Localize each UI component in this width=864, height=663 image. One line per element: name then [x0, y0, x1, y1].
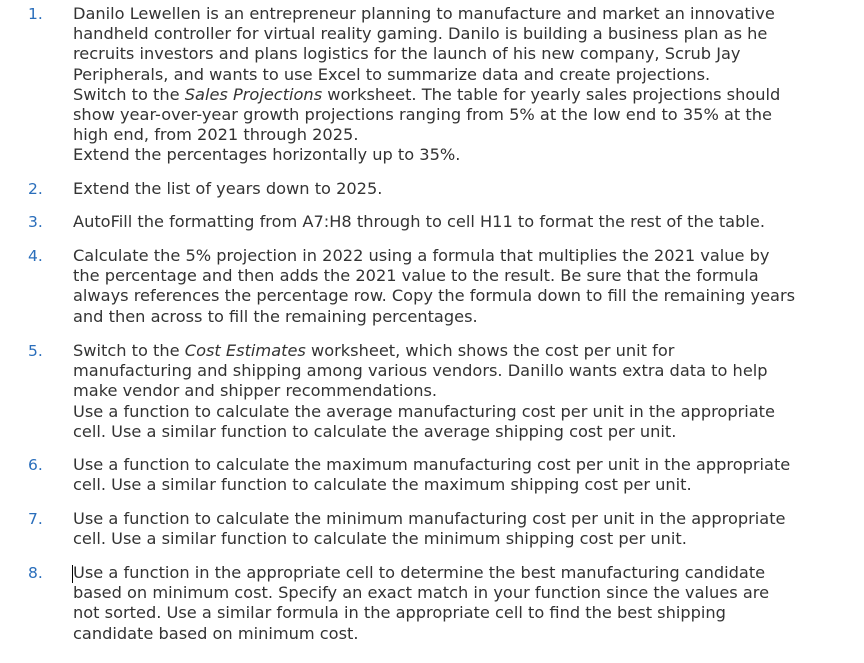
text-line: cell. Use a similar function to calculate the maximum shipping cost per unit. — [73, 475, 692, 495]
text-line: high end, from 2021 through 2025. — [73, 125, 359, 145]
worksheet-name: Cost Estimates — [184, 341, 306, 360]
text-line: Use a function to calculate the maximum manufacturing cost per unit in the appropriate — [73, 455, 791, 474]
text-line: the percentage and then adds the 2021 value to the result. Be sure that the formula — [73, 266, 759, 286]
list-item — [0, 212, 864, 232]
text-line: manufacturing and shipping among various vendors. Danillo wants extra data to help — [73, 361, 768, 381]
text-line: Extend the percentages horizontally up to 35%. — [73, 145, 461, 165]
text-line: recruits investors and plans logistics for the launch of his new company, Scrub Jay — [73, 44, 741, 64]
item-number: 6. — [28, 456, 43, 474]
text-line: based on minimum cost. Specify an exact match in your function since the values are — [73, 583, 770, 603]
item-number: 7. — [28, 510, 43, 528]
item-text — [73, 179, 833, 199]
text-line: cell. Use a similar function to calculate the average shipping cost per unit. — [73, 421, 677, 441]
list-item — [0, 509, 864, 549]
item-text — [73, 4, 833, 166]
text-line — [73, 341, 833, 361]
text-line: AutoFill the formatting from A7:H8 through to cell H11 to format the rest of the table. — [73, 212, 765, 231]
text-cursor — [72, 565, 73, 583]
list-item — [0, 246, 864, 327]
item-text — [73, 563, 833, 644]
text-segment: Switch to the — [73, 84, 185, 104]
item-number: 8. — [28, 564, 43, 582]
worksheet-name: Sales Projections — [184, 84, 323, 104]
text-line: handheld controller for virtual reality gaming. Danilo is building a business plan as he — [73, 24, 768, 44]
text-line: Peripherals, and wants to use Excel to summarize data and create projections. — [73, 64, 711, 84]
text-line: cell. Use a similar function to calculate the minimum shipping cost per unit. — [73, 529, 687, 549]
text-line: show year-over-year growth projections ranging from 5% at the low end to 35% at the — [73, 105, 772, 125]
text-line: always references the percentage row. Copy the formula down to fill the remaining years — [73, 286, 796, 306]
item-number: 4. — [28, 247, 43, 265]
text-line: Calculate the 5% projection in 2022 using a formula that multiplies the 2021 value by — [73, 246, 770, 265]
list-item — [0, 455, 864, 495]
text-line: Use a function in the appropriate cell to determine the best manufacturing candidate — [73, 563, 766, 582]
item-text — [73, 212, 833, 232]
list-item — [0, 563, 864, 644]
item-number: 1. — [28, 5, 43, 23]
text-line: and then across to fill the remaining percentages. — [73, 306, 478, 326]
list-item — [0, 341, 864, 442]
text-line — [73, 85, 833, 105]
item-number: 3. — [28, 213, 43, 231]
item-text — [73, 341, 833, 442]
text-segment: worksheet, which shows the cost per unit for — [305, 341, 675, 360]
item-number: 5. — [28, 342, 43, 360]
list-item — [0, 4, 864, 166]
text-segment: worksheet. The table for yearly sales projections should — [322, 84, 781, 104]
text-line: candidate based on minimum cost. — [73, 623, 359, 643]
item-text — [73, 509, 833, 549]
text-segment: Switch to the — [73, 341, 185, 360]
item-text — [73, 246, 833, 327]
text-line: Extend the list of years down to 2025. — [73, 179, 383, 198]
text-line: Danilo Lewellen is an entrepreneur planning to manufacture and market an innovative — [73, 4, 775, 23]
item-text — [73, 455, 833, 495]
item-number: 2. — [28, 180, 43, 198]
text-line: make vendor and shipper recommendations. — [73, 381, 438, 401]
text-line: Use a function to calculate the minimum manufacturing cost per unit in the appropriate — [73, 509, 786, 528]
text-line: not sorted. Use a similar formula in the appropriate cell to find the best shipping — [73, 603, 726, 623]
list-item — [0, 179, 864, 199]
text-line: Use a function to calculate the average manufacturing cost per unit in the appropriate — [73, 401, 775, 421]
